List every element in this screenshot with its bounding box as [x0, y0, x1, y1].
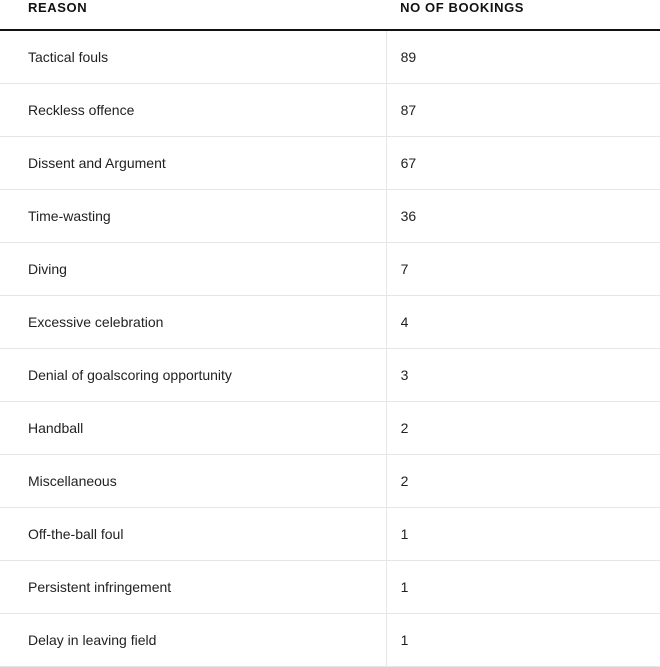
table-header — [0, 0, 660, 30]
table-body — [0, 30, 660, 667]
cell-reason: Off-the-ball foul — [0, 508, 386, 561]
cell-reason: Delay in leaving field — [0, 614, 386, 667]
cell-reason: Dissent and Argument — [0, 137, 386, 190]
table-row — [0, 614, 660, 667]
table-row — [0, 508, 660, 561]
table-row — [0, 349, 660, 402]
table-row — [0, 243, 660, 296]
table-row — [0, 402, 660, 455]
cell-bookings: 87 — [386, 84, 660, 137]
cell-bookings: 67 — [386, 137, 660, 190]
table-row — [0, 84, 660, 137]
cell-bookings: 89 — [386, 30, 660, 84]
cell-reason: Tactical fouls — [0, 30, 386, 84]
cell-reason: Denial of goalscoring opportunity — [0, 349, 386, 402]
cell-bookings: 4 — [386, 296, 660, 349]
cell-bookings: 1 — [386, 614, 660, 667]
cell-bookings: 1 — [386, 561, 660, 614]
column-header-reason: REASON — [0, 0, 386, 30]
table-row — [0, 30, 660, 84]
cell-reason: Reckless offence — [0, 84, 386, 137]
cell-reason: Miscellaneous — [0, 455, 386, 508]
table-row — [0, 190, 660, 243]
column-header-bookings: NO OF BOOKINGS — [386, 0, 660, 30]
cell-reason: Time-wasting — [0, 190, 386, 243]
cell-reason: Diving — [0, 243, 386, 296]
table-row — [0, 137, 660, 190]
cell-bookings: 36 — [386, 190, 660, 243]
table-row — [0, 296, 660, 349]
cell-bookings: 2 — [386, 402, 660, 455]
table-header-row — [0, 0, 660, 30]
table-row — [0, 561, 660, 614]
cell-bookings: 2 — [386, 455, 660, 508]
cell-bookings: 1 — [386, 508, 660, 561]
cell-reason: Excessive celebration — [0, 296, 386, 349]
cell-reason: Persistent infringement — [0, 561, 386, 614]
table-row — [0, 455, 660, 508]
cell-bookings: 3 — [386, 349, 660, 402]
cell-reason: Handball — [0, 402, 386, 455]
cell-bookings: 7 — [386, 243, 660, 296]
